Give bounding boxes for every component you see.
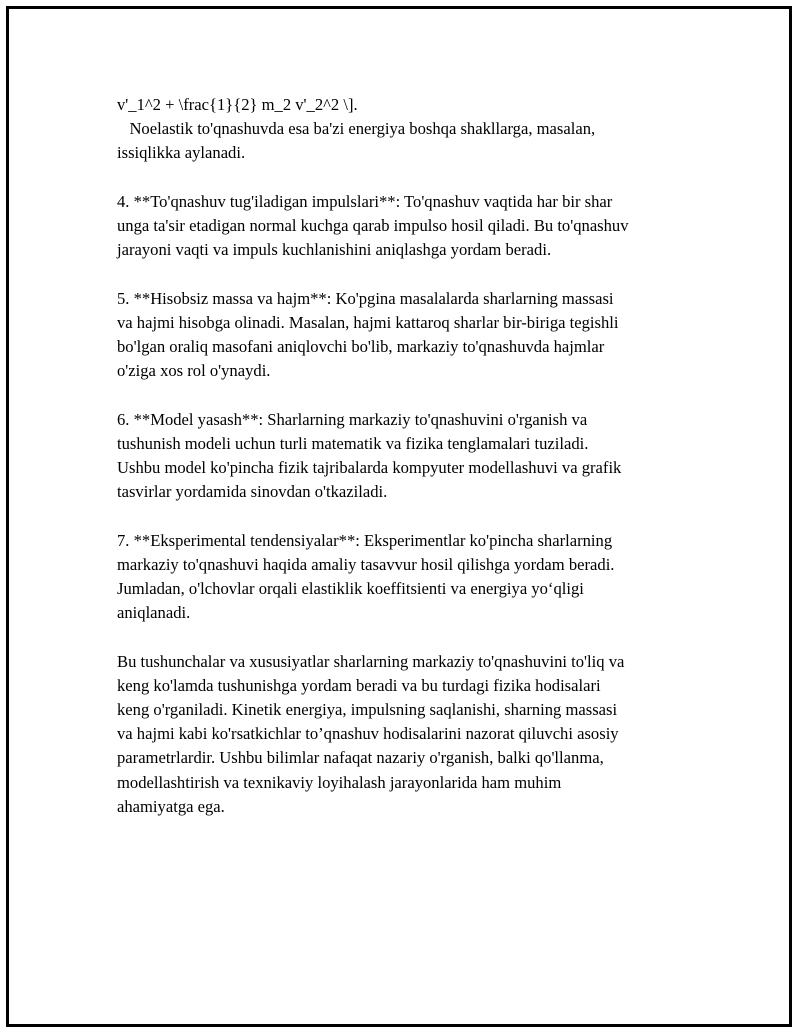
text-line: Jumladan, o'lchovlar orqali elastiklik koeffitsienti va energiya yo‘qligi — [117, 579, 584, 598]
text-line: bo'lgan oraliq masofani aniqlovchi bo'lib, markaziy to'qnashuvda hajmlar — [117, 337, 605, 356]
paragraph-gap — [117, 383, 717, 407]
document-text — [117, 93, 717, 819]
text-line: 7. **Eksperimental tendensiyalar**: Eksperimentlar ko'pincha sharlarning — [117, 530, 613, 550]
text-line: jarayoni vaqti va impuls kuchlanishini aniqlashga yordam beradi. — [117, 240, 552, 260]
paragraph-gap — [117, 625, 717, 649]
text-line: 4. **To'qnashuv tug'iladigan impulslari**: To'qnashuv vaqtida har bir shar — [117, 191, 613, 211]
text-line: v'_1^2 + \frac{1}{2} m_2 v'_2^2 \]. — [117, 95, 358, 114]
text-line: 6. **Model yasash**: Sharlarning markaziy to'qnashuvini o'rganish va — [117, 409, 588, 429]
text-line: unga ta'sir etadigan normal kuchga qarab impulso hosil qiladi. Bu to'qnashuv — [117, 216, 629, 235]
text-line: Noelastik to'qnashuvda esa ba'zi energiya boshqa shakllarga, masalan, — [117, 119, 596, 139]
text-line: markaziy to'qnashuvi haqida amaliy tasavvur hosil qilishga yordam beradi. — [117, 554, 615, 574]
text-line: aniqlanadi. — [117, 603, 191, 623]
text-line: o'ziga xos rol o'ynaydi. — [117, 361, 271, 381]
text-line: tushunish modeli uchun turli matematik va fizika tenglamalari tuziladi. — [117, 433, 589, 453]
paragraph-gap — [117, 166, 717, 190]
paragraph-gap — [117, 262, 717, 286]
text-line: parametrlardir. Ushbu bilimlar nafaqat nazariy o'rganish, balki qo'llanma, — [117, 748, 604, 768]
text-line: keng o'rganiladi. Kinetik energiya, impulsning saqlanishi, sharning massasi — [117, 700, 618, 719]
text-line: Ushbu model ko'pincha fizik tajribalarda kompyuter modellashuvi va grafik — [117, 458, 622, 477]
text-line: va hajmi hisobga olinadi. Masalan, hajmi kattaroq sharlar bir-biriga tegishli — [117, 312, 619, 332]
text-line: 5. **Hisobsiz massa va hajm**: Ko'pgina masalalarda sharlarning massasi — [117, 288, 614, 308]
text-line: va hajmi kabi ko'rsatkichlar to’qnashuv hodisalarini nazorat qiluvchi asosiy — [117, 724, 619, 744]
text-line: keng ko'lamda tushunishga yordam beradi va bu turdagi fizika hodisalari — [117, 675, 601, 695]
text-line: modellashtirish va texnikaviy loyihalash jarayonlarida ham muhim — [117, 772, 562, 792]
text-line: tasvirlar yordamida sinovdan o'tkaziladi. — [117, 482, 388, 502]
text-line: issiqlikka aylanadi. — [117, 143, 246, 163]
paragraph-gap — [117, 504, 717, 528]
text-line: ahamiyatga ega. — [117, 796, 225, 816]
text-line: Bu tushunchalar va xususiyatlar sharlarning markaziy to'qnashuvini to'liq va — [117, 651, 625, 671]
